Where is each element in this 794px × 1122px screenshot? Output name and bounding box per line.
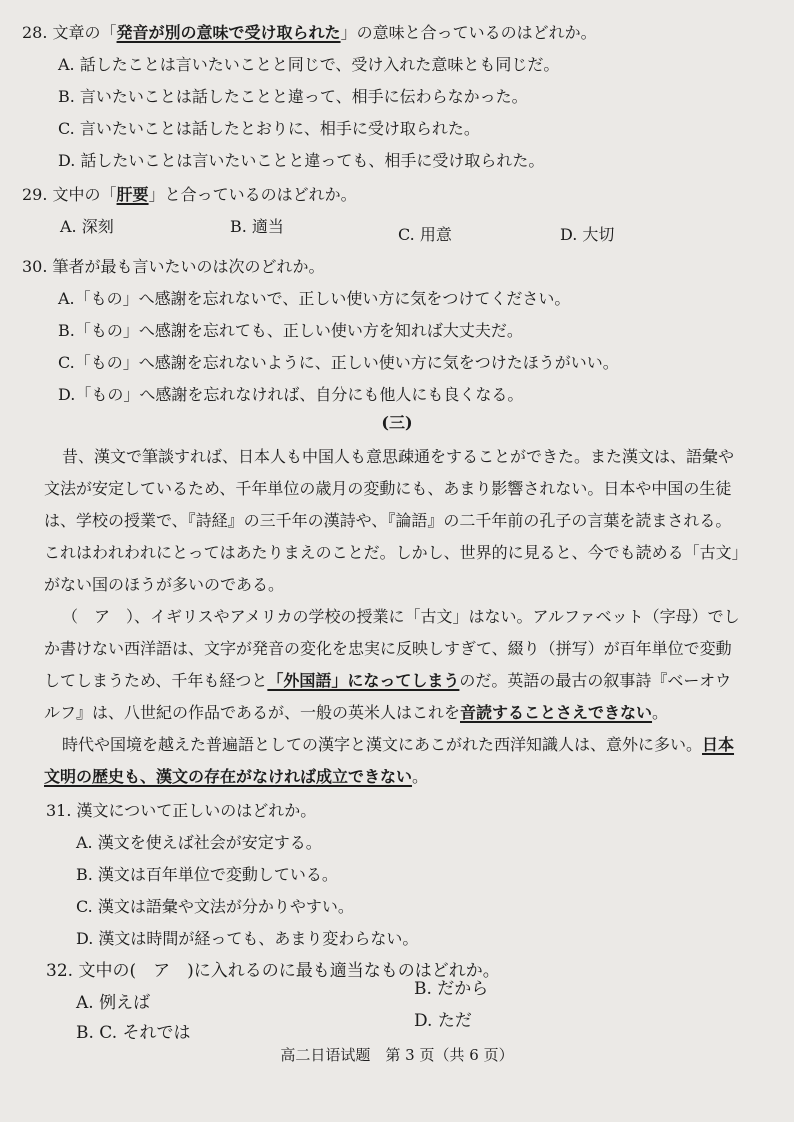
question-32-stem: 32. 文中の( ア )に入れるのに最も適当なものはどれか。 xyxy=(46,961,500,981)
question-29-stem: 29. 文中の「肝要」と合っているのはどれか。 xyxy=(22,185,357,204)
q29-option-a: A. 深刻 xyxy=(60,217,114,236)
q31-option-a: A. 漢文を使えば社会が安定する。 xyxy=(76,833,322,852)
q30-option-c: C.「もの」へ感謝を忘れないように、正しい使い方に気をつけたほうがいい。 xyxy=(58,353,619,372)
passage-line: これはわれわれにとってはあたりまえのことだ。しかし、世界的に見ると、今でも読める「古文」 xyxy=(44,543,748,562)
underlined-phrase: 文明の歴史も、漢文の存在がなければ成立できない xyxy=(44,767,413,786)
passage-line: か書けない西洋語は、文字が発音の変化を忠実に反映しすぎて、綴り（拼写）が百年単位で変動 xyxy=(44,639,732,658)
q28-option-d: D. 話したいことは言いたいことと違っても、相手に受け取られた。 xyxy=(58,151,545,170)
q30-option-a: A.「もの」へ感謝を忘れないで、正しい使い方に気をつけてください。 xyxy=(58,289,571,308)
passage-line: 文明の歴史も、漢文の存在がなければ成立できない。 xyxy=(44,767,429,786)
passage-line: 文法が安定しているため、千年単位の歳月の変動にも、あまり影響されない。日本や中国の生徒 xyxy=(44,479,732,498)
question-31-stem: 31. 漢文について正しいのはどれか。 xyxy=(46,801,317,820)
section-heading: (三) xyxy=(381,413,413,432)
q32-option-d: D. ただ xyxy=(414,1011,472,1031)
passage-line: ルフ』は、八世紀の作品であるが、一般の英米人はこれを音読することさえできない。 xyxy=(44,703,669,722)
underlined-phrase: 音読することさえできない xyxy=(460,703,653,722)
q28-option-c: C. 言いたいことは話したとおりに、相手に受け取られた。 xyxy=(58,119,480,138)
page-footer: 高二日语试题 第 3 页（共 6 页） xyxy=(280,1046,514,1064)
passage-line: は、学校の授業で、『詩経』の三千年の漢詩や、『論語』の二千年前の孔子の言葉を読まされる。 xyxy=(44,511,732,530)
passage-line: してしまうため、千年も経つと「外国語」になってしまうのだ。英語の最古の叙事詩『ベーオウ xyxy=(44,671,732,690)
underlined-phrase: 「外国語」になってしまう xyxy=(267,671,460,690)
q32-option-c: B. C. それでは xyxy=(76,1023,191,1043)
q29-option-b: B. 適当 xyxy=(230,217,284,236)
underlined-phrase: 肝要 xyxy=(116,185,149,204)
q29-option-c: C. 用意 xyxy=(398,225,452,244)
q28-option-a: A. 話したことは言いたいことと同じで、受け入れた意味とも同じだ。 xyxy=(58,55,560,74)
q28-option-b: B. 言いたいことは話したことと違って、相手に伝わらなかった。 xyxy=(58,87,528,106)
underlined-phrase: 日本 xyxy=(702,735,735,754)
passage-line: 時代や国境を越えた普遍語としての漢字と漢文にあこがれた西洋知識人は、意外に多い。日本 xyxy=(62,735,735,754)
passage-line: 昔、漢文で筆談すれば、日本人も中国人も意思疎通をすることができた。また漢文は、語彙や xyxy=(62,447,735,466)
q29-option-d: D. 大切 xyxy=(560,225,615,244)
question-28-stem: 28. 文章の「発音が別の意味で受け取られた」の意味と合っているのはどれか。 xyxy=(22,23,597,42)
q31-option-c: C. 漢文は語彙や文法が分かりやすい。 xyxy=(76,897,354,916)
q32-option-a: A. 例えば xyxy=(76,993,151,1013)
q31-option-b: B. 漢文は百年単位で変動している。 xyxy=(76,865,338,884)
passage-line: （ ア ）、イギリスやアメリカの学校の授業に「古文」はない。アルファベット（字母）でし xyxy=(62,607,740,626)
q30-option-d: D.「もの」へ感謝を忘れなければ、自分にも他人にも良くなる。 xyxy=(58,385,524,404)
q30-option-b: B.「もの」へ感謝を忘れても、正しい使い方を知れば大丈夫だ。 xyxy=(58,321,523,340)
question-30-stem: 30. 筆者が最も言いたいのは次のどれか。 xyxy=(22,257,325,276)
q31-option-d: D. 漢文は時間が経っても、あまり変わらない。 xyxy=(76,929,419,948)
passage-line: がない国のほうが多いのである。 xyxy=(44,575,285,594)
q32-option-b: B. だから xyxy=(414,979,489,999)
underlined-phrase: 発音が別の意味で受け取られた xyxy=(116,23,341,42)
